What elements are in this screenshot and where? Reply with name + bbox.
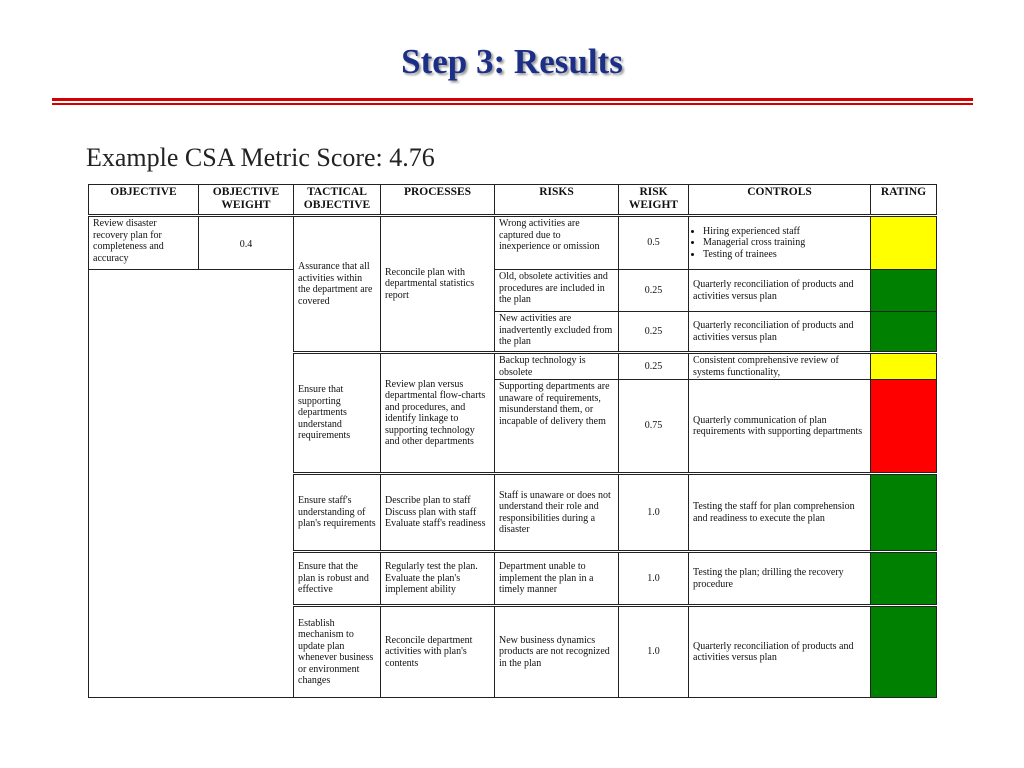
controls-cell (689, 216, 871, 270)
controls-list (693, 226, 866, 261)
process-cell: Describe plan to staff Discuss plan with staff Evaluate staff's readiness (381, 474, 495, 552)
tactical-objective-cell: Ensure staff's understanding of plan's requirements (294, 474, 381, 552)
risk-cell: Supporting departments are unaware of requirements, misunderstand them, or incapable of delivery them (495, 380, 619, 474)
process-cell: Reconcile plan with departmental statistics report (381, 216, 495, 353)
rating-cell-green (871, 312, 937, 353)
rating-cell-yellow (871, 216, 937, 270)
controls-cell: Testing the staff for plan comprehension and readiness to execute the plan (689, 474, 871, 552)
header-tactical-objective: TACTICAL OBJECTIVE (294, 185, 381, 216)
risk-cell: New activities are inadvertently excluded from the plan (495, 312, 619, 353)
risk-weight-cell: 0.25 (619, 270, 689, 312)
rating-cell-yellow (871, 353, 937, 380)
rating-cell-green (871, 606, 937, 698)
risk-weight-cell: 0.25 (619, 353, 689, 380)
controls-cell: Quarterly reconciliation of products and activities versus plan (689, 270, 871, 312)
controls-cell: Quarterly reconciliation of products and activities versus plan (689, 312, 871, 353)
objective-cell: Review disaster recovery plan for completeness and accuracy (89, 216, 199, 270)
tactical-objective-cell: Ensure that the plan is robust and effective (294, 552, 381, 606)
title-rule-top (52, 98, 973, 101)
rating-cell-green (871, 552, 937, 606)
risk-weight-cell: 1.0 (619, 606, 689, 698)
header-controls: CONTROLS (689, 185, 871, 216)
slide-subtitle: Example CSA Metric Score: 4.76 (86, 143, 435, 172)
objective-weight-cell: 0.4 (199, 216, 294, 270)
rating-cell-red (871, 380, 937, 474)
risk-weight-cell: 0.25 (619, 312, 689, 353)
objective-blank-area (89, 270, 294, 698)
title-rule-bottom (52, 103, 973, 105)
rating-cell-green (871, 270, 937, 312)
risk-cell: New business dynamics products are not recognized in the plan (495, 606, 619, 698)
header-objective: OBJECTIVE (89, 185, 199, 216)
process-cell: Regularly test the plan. Evaluate the plan's implement ability (381, 552, 495, 606)
header-objective-weight: OBJECTIVE WEIGHT (199, 185, 294, 216)
process-cell: Review plan versus departmental flow-charts and procedures, and identify linkage to supporting technology and other departments (381, 353, 495, 474)
table-row (89, 270, 937, 312)
list-item: • Hiring experienced staff (703, 226, 866, 238)
risk-weight-cell: 1.0 (619, 552, 689, 606)
controls-cell: Quarterly communication of plan requirements with supporting departments (689, 380, 871, 474)
slide-title: Step 3: Results (401, 42, 623, 81)
header-processes: PROCESSES (381, 185, 495, 216)
header-risks: RISKS (495, 185, 619, 216)
risk-cell: Staff is unaware or does not understand their role and responsibilities during a disaster (495, 474, 619, 552)
risk-weight-cell: 0.75 (619, 380, 689, 474)
rating-cell-green (871, 474, 937, 552)
header-risk-weight: RISK WEIGHT (619, 185, 689, 216)
tactical-objective-cell: Establish mechanism to update plan whenever business or environment changes (294, 606, 381, 698)
risk-cell: Old, obsolete activities and procedures are included in the plan (495, 270, 619, 312)
table-row (89, 216, 937, 270)
list-item: • Managerial cross training (703, 237, 866, 249)
process-cell: Reconcile department activities with plan's contents (381, 606, 495, 698)
header-rating: RATING (871, 185, 937, 216)
controls-cell: Quarterly reconciliation of products and activities versus plan (689, 606, 871, 698)
controls-cell: Consistent comprehensive review of systems functionality, (689, 353, 871, 380)
header-row (89, 185, 937, 216)
list-item: • Testing of trainees (703, 249, 866, 261)
risk-cell: Wrong activities are captured due to inexperience or omission (495, 216, 619, 270)
tactical-objective-cell: Assurance that all activities within the department are covered (294, 216, 381, 353)
risk-cell: Department unable to implement the plan in a timely manner (495, 552, 619, 606)
risk-weight-cell: 0.5 (619, 216, 689, 270)
tactical-objective-cell: Ensure that supporting departments understand requirements (294, 353, 381, 474)
risk-cell: Backup technology is obsolete (495, 353, 619, 380)
risk-weight-cell: 1.0 (619, 474, 689, 552)
controls-cell: Testing the plan; drilling the recovery procedure (689, 552, 871, 606)
csa-metric-table (88, 184, 937, 698)
